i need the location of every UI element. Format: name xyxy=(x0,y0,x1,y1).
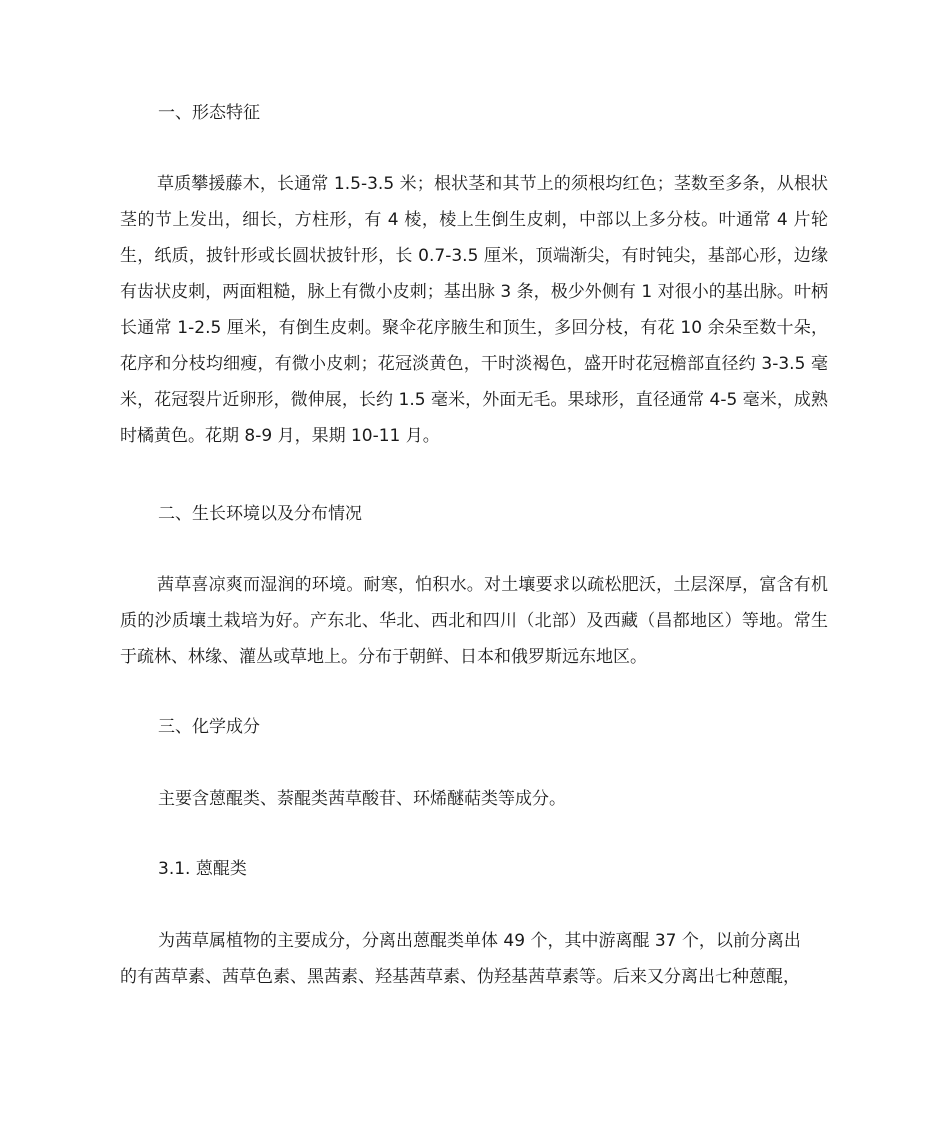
section-heading-habitat: 二、生长环境以及分布情况 xyxy=(158,504,362,524)
subsection-heading-anthraquinones: 3.1. 蒽醌类 xyxy=(158,859,247,879)
paragraph-chemistry: 主要含蒽醌类、萘醌类茜草酸苷、环烯醚萜类等成分。 xyxy=(158,789,566,809)
section-heading-morphology: 一、形态特征 xyxy=(158,103,260,123)
paragraph-morphology: 草质攀援藤木，长通常 1.5-3.5 米；根状茎和其节上的须根均红色；茎数至多条，从根状茎的节上发出，细长，方柱形，有 4 棱，棱上生倒生皮刺，中部以上多分枝。叶通常 4 片轮生，纸质，披针形或长圆状披针形，长 0.7-3.5 厘米，顶端渐尖，有时钝尖，基部心形，边缘有齿状皮刺，两面粗糙，脉上有微小皮刺；基出脉 3 条，极少外侧有 1 对很小的基出脉。叶柄长通常 1-2.5 厘米，有倒生皮刺。聚伞花序腋生和顶生，多回分枝，有花 10 余朵至数十朵，花序和分枝均细瘦，有微小皮刺；花冠淡黄色，干时淡褐色，盛开时花冠檐部直径约 3-3.5 毫米，花冠裂片近卵形，微伸展，长约 1.5 毫米，外面无毛。果球形，直径通常 4-5 毫米，成熟时橘黄色。花期 8-9 月，果期 10-11 月。 xyxy=(120,174,828,446)
section-heading-chemistry: 三、化学成分 xyxy=(158,717,260,737)
paragraph-anthraquinones-line-2: 的有茜草素、茜草色素、黑茜素、羟基茜草素、伪羟基茜草素等。后来又分离出七种蒽醌， xyxy=(120,967,800,987)
paragraph-habitat: 茜草喜凉爽而湿润的环境。耐寒，怕积水。对土壤要求以疏松肥沃，土层深厚，富含有机质的沙质壤土栽培为好。产东北、华北、西北和四川（北部）及西藏（昌都地区）等地。常生于疏林、林缘、灌丛或草地上。分布于朝鲜、日本和俄罗斯远东地区。 xyxy=(120,575,828,667)
paragraph-anthraquinones-line-1: 为茜草属植物的主要成分，分离出蒽醌类单体 49 个，其中游离醌 37 个，以前分离出 xyxy=(158,931,801,951)
